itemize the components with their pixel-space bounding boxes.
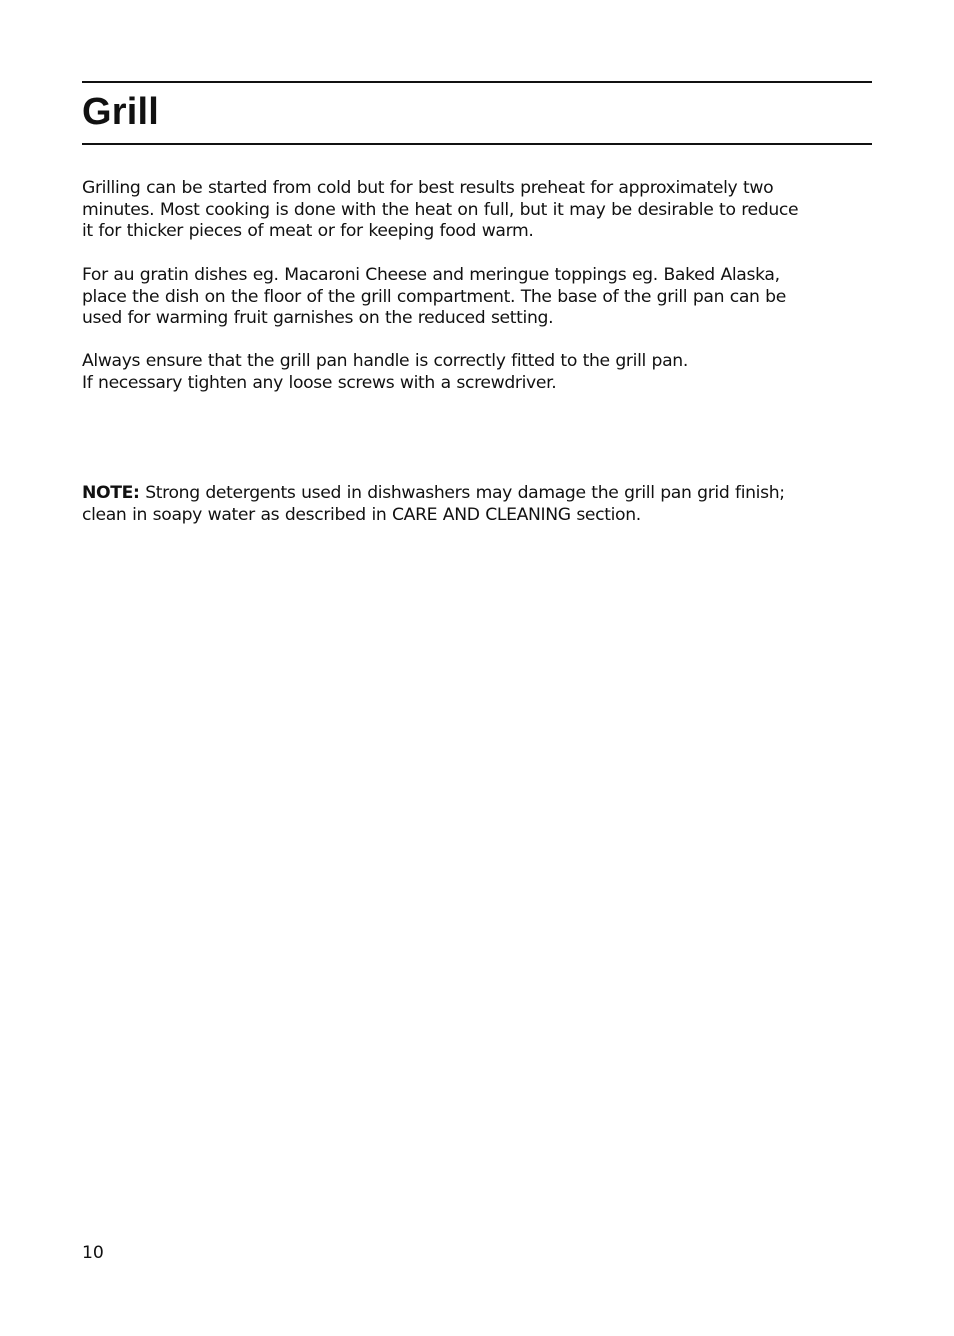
page-title: Grill xyxy=(82,91,160,133)
paragraph-line: Always ensure that the grill pan handle is correctly fitted to the grill pan. xyxy=(82,351,688,371)
paragraph-line: minutes. Most cooking is done with the heat on full, but it may be desirable to reduce xyxy=(82,199,799,220)
paragraph-line: If necessary tighten any loose screws with a screwdriver. xyxy=(82,372,557,393)
paragraph-line: Grilling can be started from cold but for best results preheat for approximately two xyxy=(82,178,774,198)
note-line xyxy=(82,483,882,505)
heading-bottom-rule xyxy=(82,143,872,145)
paragraph-line: For au gratin dishes eg. Macaroni Cheese and meringue toppings eg. Baked Alaska, xyxy=(82,265,780,285)
paragraph-grill-pan-handle xyxy=(82,351,882,394)
note-paragraph xyxy=(82,483,882,526)
page-number: 10 xyxy=(82,1243,104,1263)
note-line: clean in soapy water as described in CARE AND CLEANING section. xyxy=(82,504,641,525)
paragraph-line: it for thicker pieces of meat or for keeping food warm. xyxy=(82,221,534,242)
paragraph-line: used for warming fruit garnishes on the reduced setting. xyxy=(82,308,554,329)
heading-top-rule xyxy=(82,81,872,83)
note-label: NOTE: xyxy=(82,483,140,503)
paragraph-au-gratin xyxy=(82,265,882,330)
paragraph-line: place the dish on the floor of the grill compartment. The base of the grill pan can be xyxy=(82,286,786,307)
paragraph-preheat xyxy=(82,178,882,243)
note-text: Strong detergents used in dishwashers may damage the grill pan grid finish; xyxy=(139,483,785,503)
